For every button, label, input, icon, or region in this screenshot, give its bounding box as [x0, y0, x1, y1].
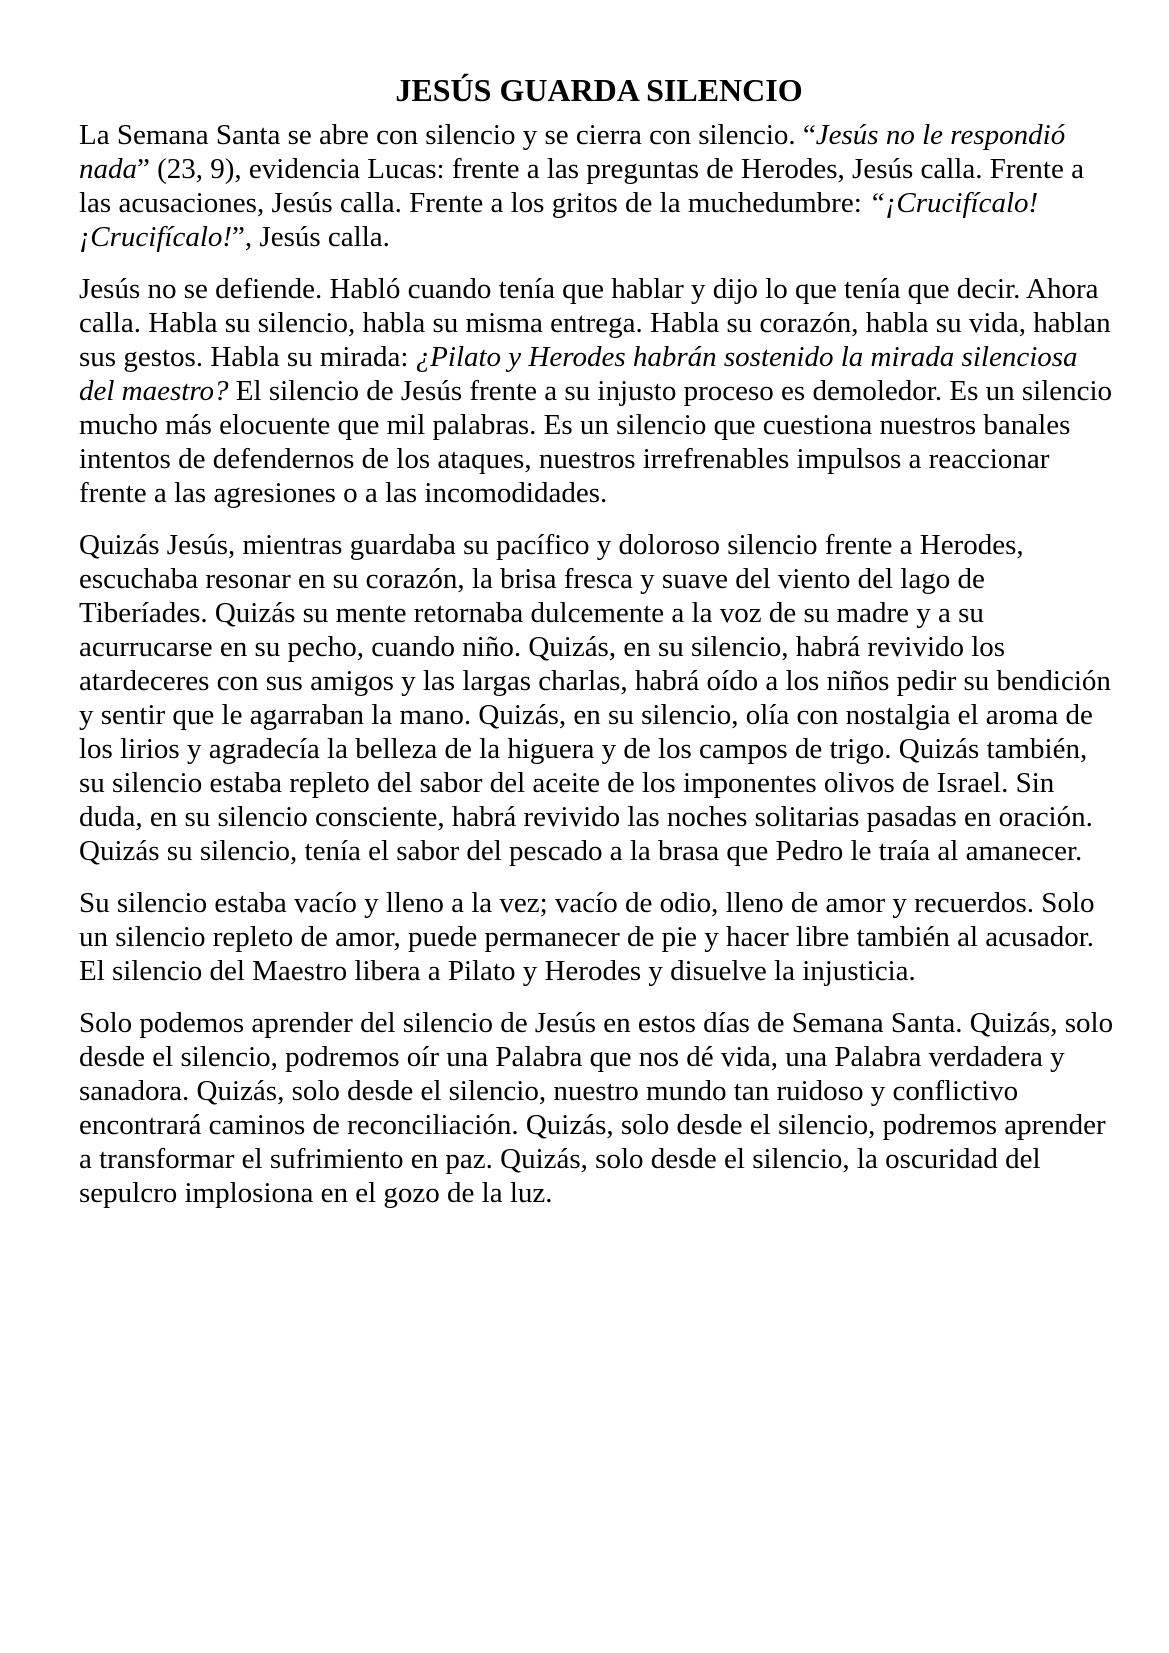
text-run: Su silencio estaba vacío y lleno a la vez; vacío de odio, lleno de amor y recuerdos. Solo un silencio repleto de amor, puede permanecer de pie y hacer libre también al acusador. El silencio del Maestro libera a Pilato y Herodes y disuelve la injusticia. [79, 887, 1095, 987]
document-title: JESÚS GUARDA SILENCIO [395, 72, 803, 108]
paragraph-2 [79, 272, 1119, 510]
text-run: El silencio de Jesús frente a su injusto proceso es demoledor. Es un silencio mucho más elocuente que mil palabras. Es un silencio que cuestiona nuestros banales intentos de defendernos de los ataques, nuestros irrefrenables impulsos a reaccionar frente a las agresiones o a las incomodidades. [79, 375, 1113, 509]
text-run: ” (23, 9), evidencia Lucas: frente a las preguntas de Herodes, Jesús calla. Frente a las acusaciones, Jesús calla. Frente a los gritos de la muchedumbre: [79, 153, 1084, 219]
text-run: Quizás Jesús, mientras guardaba su pacífico y doloroso silencio frente a Herodes, escuchaba resonar en su corazón, la brisa fresca y suave del viento del lago de Tiberíades. Quizás su mente retornaba dulcemente a la voz de su madre y a su acurrucarse en su pecho, cuando niño. Quizás, en su silencio, habrá revivido los atardeceres con sus amigos y las largas charlas, habrá oído a los niños pedir su bendición y sentir que le agarraban la mano. Quizás, en su silencio, olía con nostalgia el aroma de los lirios y agradecía la belleza de la higuera y de los campos de trigo. Quizás también, su silencio estaba repleto del sabor del aceite de los imponentes olivos de Israel. Sin duda, en su silencio consciente, habrá revivido las noches solitarias pasadas en oración. Quizás su silencio, tenía el sabor del pescado a la brasa que Pedro le traía al amanecer. [79, 529, 1111, 867]
document-page [79, 70, 1119, 1228]
text-run: ”, Jesús calla. [232, 221, 390, 253]
quote-italic: Jesús no le respondió nada [79, 119, 1066, 185]
paragraph-5 [79, 1006, 1119, 1210]
paragraph-4 [79, 886, 1119, 988]
quote-italic: “¡Crucifícalo! ¡Crucifícalo! [79, 187, 1039, 253]
question-italic: ¿Pilato y Herodes habrán sostenido la mirada silenciosa del maestro? [79, 341, 1078, 407]
text-run: Jesús no se defiende. Habló cuando tenía que hablar y dijo lo que tenía que decir. Ahora calla. Habla su silencio, habla su misma entrega. Habla su corazón, habla su vida, hablan sus gestos. Habla su mirada: [79, 273, 1111, 373]
text-run: La Semana Santa se abre con silencio y se cierra con silencio. “ [79, 119, 816, 151]
paragraph-1 [79, 118, 1119, 254]
paragraph-3 [79, 528, 1119, 868]
text-run: Solo podemos aprender del silencio de Jesús en estos días de Semana Santa. Quizás, solo desde el silencio, podremos oír una Palabra que nos dé vida, una Palabra verdadera y sanadora. Quizás, solo desde el silencio, nuestro mundo tan ruidoso y conflictivo encontrará caminos de reconciliación. Quizás, solo desde el silencio, podremos aprender a transformar el sufrimiento en paz. Quizás, solo desde el silencio, la oscuridad del sepulcro implosiona en el gozo de la luz. [79, 1007, 1114, 1209]
